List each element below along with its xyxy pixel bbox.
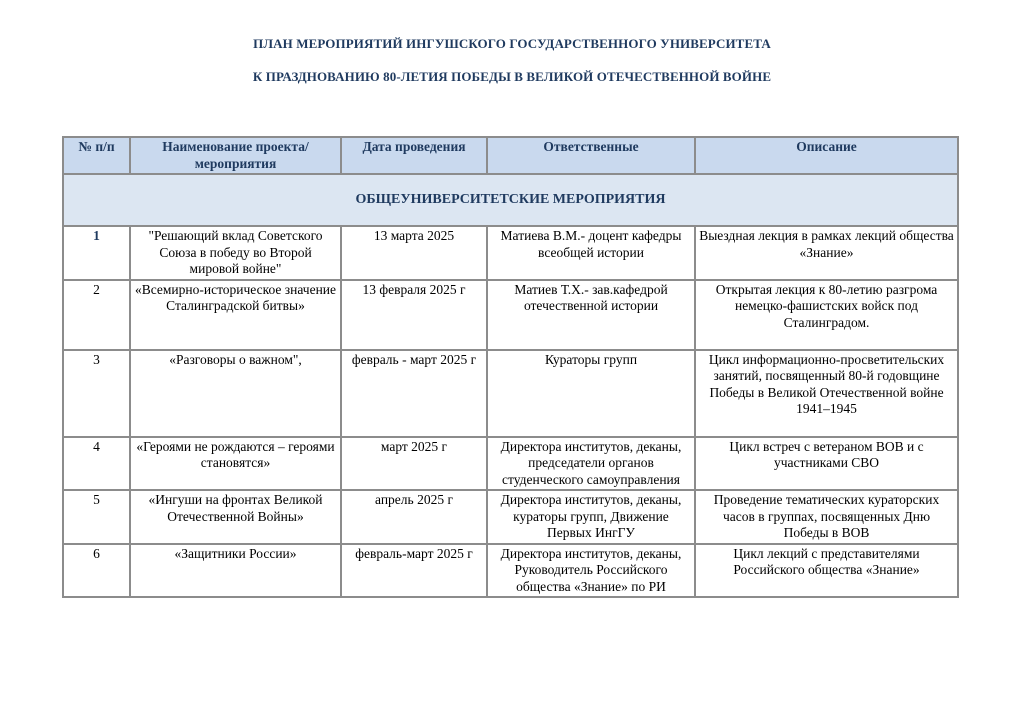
- header-date: Дата проведения: [341, 137, 487, 174]
- row-date: февраль-март 2025 г: [341, 544, 487, 598]
- document-title-line-2: К ПРАЗДНОВАНИЮ 80-ЛЕТИЯ ПОБЕДЫ В ВЕЛИКОЙ ОТЕЧЕСТВЕННОЙ ВОЙНЕ: [252, 69, 772, 84]
- row-description: Выездная лекция в рамках лекций общества «Знание»: [695, 226, 958, 280]
- row-name: «Всемирно-историческое значение Сталинградской битвы»: [130, 280, 341, 350]
- row-date: 13 марта 2025: [341, 226, 487, 280]
- row-responsible: Директора институтов, деканы, председатели органов студенческого самоуправления: [487, 437, 695, 491]
- row-date: март 2025 г: [341, 437, 487, 491]
- row-description: Проведение тематических кураторских часов в группах, посвященных Дню Победы в ВОВ: [695, 490, 958, 544]
- table-row: [63, 280, 958, 350]
- table-row: [63, 350, 958, 437]
- row-date: февраль - март 2025 г: [341, 350, 487, 437]
- row-responsible: Матиев Т.Х.- зав.кафедрой отечественной истории: [487, 280, 695, 350]
- row-responsible: Директора институтов, деканы, Руководитель Российского общества «Знание» по РИ: [487, 544, 695, 598]
- row-name: "Решающий вклад Советского Союза в победу во Второй мировой войне": [130, 226, 341, 280]
- row-description: Цикл лекций с представителями Российского общества «Знание»: [695, 544, 958, 598]
- row-number: 1: [63, 226, 130, 280]
- header-number: № п/п: [63, 137, 130, 174]
- row-number: 2: [63, 280, 130, 350]
- section-title: ОБЩЕУНИВЕРСИТЕТСКИЕ МЕРОПРИЯТИЯ: [63, 174, 958, 226]
- header-description: Описание: [695, 137, 958, 174]
- row-number: 6: [63, 544, 130, 598]
- events-table: [62, 136, 959, 598]
- row-description: Цикл встреч с ветераном ВОВ и с участниками СВО: [695, 437, 958, 491]
- row-name: «Ингуши на фронтах Великой Отечественной Войны»: [130, 490, 341, 544]
- row-name: «Разговоры о важном",: [130, 350, 341, 437]
- row-number: 4: [63, 437, 130, 491]
- table-header-row: [63, 137, 958, 174]
- document-title-line-1: ПЛАН МЕРОПРИЯТИЙ ИНГУШСКОГО ГОСУДАРСТВЕННОГО УНИВЕРСИТЕТА: [253, 36, 771, 51]
- table-row: [63, 437, 958, 491]
- table-row: [63, 226, 958, 280]
- row-responsible: Кураторы групп: [487, 350, 695, 437]
- row-name: «Защитники России»: [130, 544, 341, 598]
- row-description: Цикл информационно-просветительских занятий, посвященный 80-й годовщине Победы в Великой Отечественной войне 1941–1945: [695, 350, 958, 437]
- row-name: «Героями не рождаются – героями становятся»: [130, 437, 341, 491]
- row-description: Открытая лекция к 80-летию разгрома немецко-фашистских войск под Сталинградом.: [695, 280, 958, 350]
- header-responsible: Ответственные: [487, 137, 695, 174]
- row-date: апрель 2025 г: [341, 490, 487, 544]
- row-number: 3: [63, 350, 130, 437]
- section-row: [63, 174, 958, 226]
- row-date: 13 февраля 2025 г: [341, 280, 487, 350]
- row-number: 5: [63, 490, 130, 544]
- table-row: [63, 490, 958, 544]
- table-row: [63, 544, 958, 598]
- row-responsible: Директора институтов, деканы, кураторы групп, Движение Первых ИнгГУ: [487, 490, 695, 544]
- row-responsible: Матиева В.М.- доцент кафедры всеобщей истории: [487, 226, 695, 280]
- header-name: Наименование проекта/мероприятия: [130, 137, 341, 174]
